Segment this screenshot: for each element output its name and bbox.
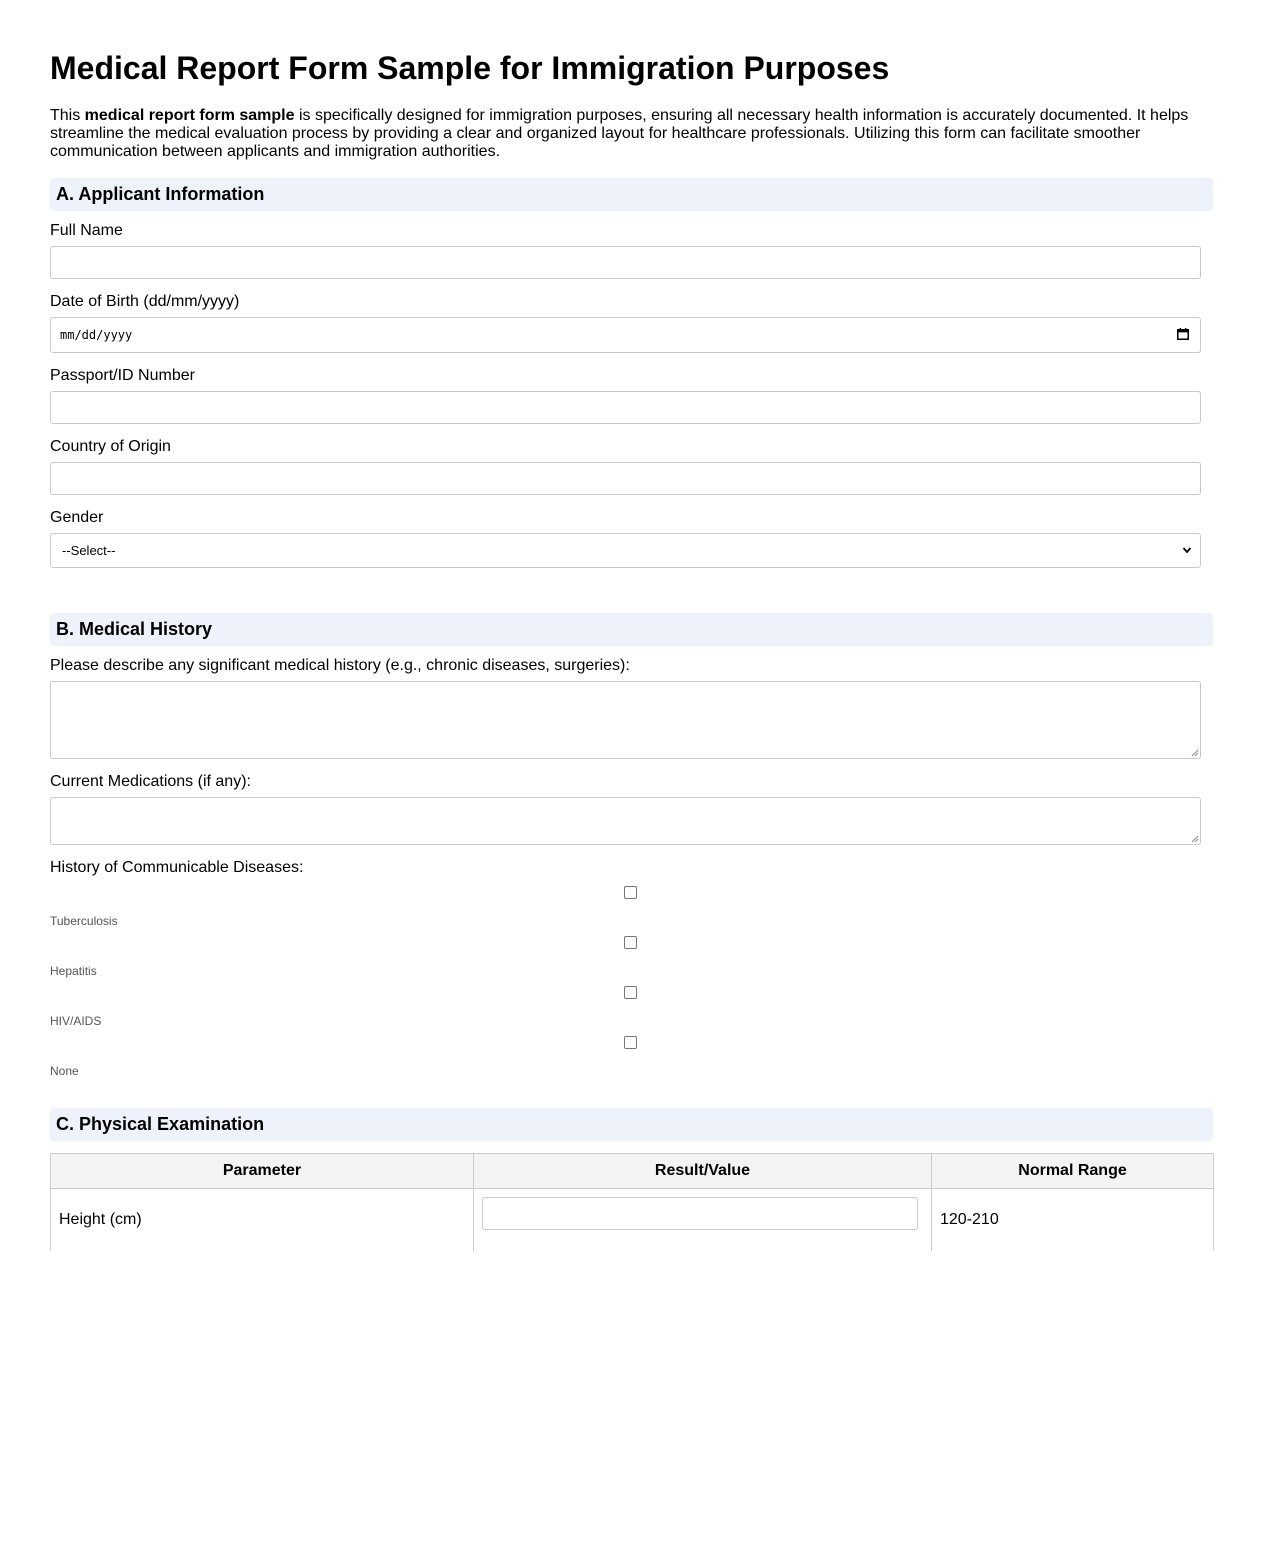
intro-paragraph — [50, 107, 1213, 161]
intro-prefix: This — [50, 107, 85, 124]
intro-suffix: is specifically designed for immigration purposes, ensuring all necessary health information is accurately documented. It helps streamline the medical evaluation process by providing a clear and organized layout for healthcare professionals. Utilizing this form can facilitate smoother communication between applicants and immigration authorities. — [50, 107, 1189, 160]
country-label: Country of Origin — [50, 438, 171, 455]
section-physical-exam-heading: C. Physical Examination — [50, 1108, 1213, 1141]
physical-exam-table — [50, 1153, 1214, 1252]
calendar-icon[interactable] — [1177, 328, 1189, 340]
dob-date-input[interactable] — [50, 317, 1201, 353]
communicable-diseases-label: History of Communicable Diseases: — [50, 859, 304, 876]
table-header-row — [51, 1154, 1214, 1189]
tuberculosis-label: Tuberculosis — [50, 914, 118, 928]
dob-placeholder: mm/dd/yyyy — [60, 328, 133, 342]
resize-grip-icon[interactable] — [1191, 835, 1199, 843]
hepatitis-label: Hepatitis — [50, 964, 97, 978]
tuberculosis-checkbox[interactable] — [624, 886, 637, 899]
gender-select[interactable] — [50, 533, 1201, 568]
section-applicant-heading: A. Applicant Information — [50, 178, 1213, 211]
page-blank-area — [0, 1251, 1263, 1552]
column-header-normal-range: Normal Range — [932, 1154, 1214, 1189]
none-checkbox[interactable] — [624, 1036, 637, 1049]
hiv-aids-label: HIV/AIDS — [50, 1014, 102, 1028]
full-name-label: Full Name — [50, 222, 123, 239]
page-title: Medical Report Form Sample for Immigration Purposes — [50, 50, 890, 86]
table-row — [51, 1189, 1214, 1252]
chevron-down-icon — [1182, 545, 1192, 555]
passport-input[interactable] — [50, 391, 1201, 424]
gender-label: Gender — [50, 509, 104, 526]
medications-textarea[interactable] — [50, 797, 1201, 845]
normal-range-cell: 120-210 — [932, 1189, 1214, 1252]
intro-bold: medical report form sample — [84, 107, 295, 124]
column-header-result: Result/Value — [474, 1154, 932, 1189]
parameter-cell: Height (cm) — [51, 1189, 474, 1252]
height-result-input[interactable] — [482, 1197, 918, 1230]
result-cell — [474, 1189, 932, 1252]
medical-history-textarea[interactable] — [50, 681, 1201, 759]
resize-grip-icon[interactable] — [1191, 749, 1199, 757]
medical-history-label: Please describe any significant medical history (e.g., chronic diseases, surgeries): — [50, 657, 630, 674]
full-name-input[interactable] — [50, 246, 1201, 279]
passport-label: Passport/ID Number — [50, 367, 195, 384]
hepatitis-checkbox[interactable] — [624, 936, 637, 949]
section-medical-history-heading: B. Medical History — [50, 613, 1213, 646]
country-input[interactable] — [50, 462, 1201, 495]
hiv-aids-checkbox[interactable] — [624, 986, 637, 999]
medications-label: Current Medications (if any): — [50, 773, 251, 790]
dob-label: Date of Birth (dd/mm/yyyy) — [50, 293, 240, 310]
gender-selected-value: --Select-- — [62, 543, 116, 558]
column-header-parameter: Parameter — [51, 1154, 474, 1189]
none-label: None — [50, 1064, 79, 1078]
